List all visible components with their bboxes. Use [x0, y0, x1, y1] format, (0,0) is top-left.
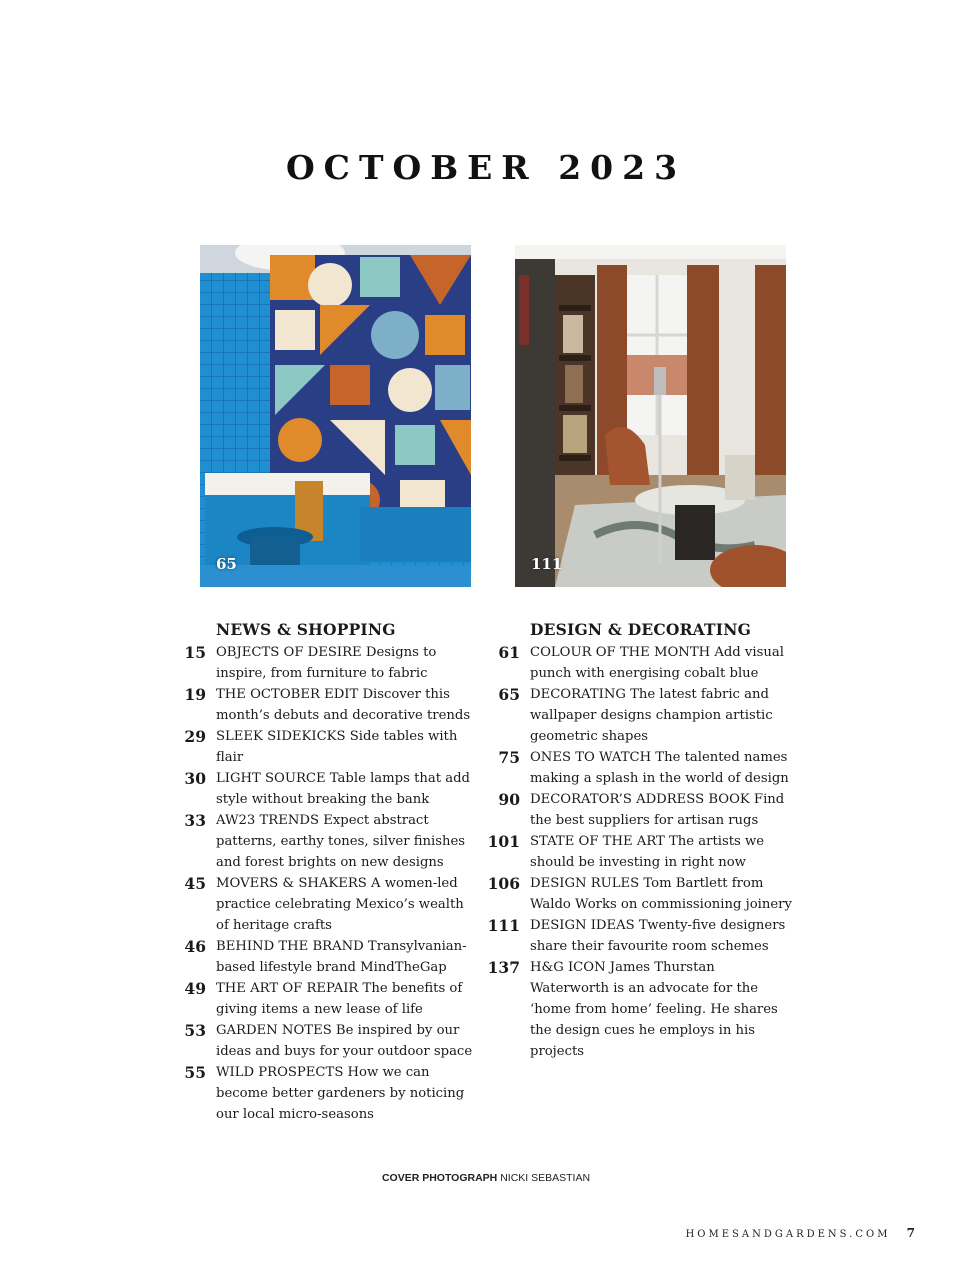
entry-text: BEHIND THE BRAND Transylvanian-based lifestyle brand MindTheGap — [216, 939, 467, 975]
page-number: 101 — [487, 832, 520, 851]
page-number: 90 — [498, 790, 520, 809]
page-number: 15 — [184, 643, 206, 662]
section-heading: DESIGN & DECORATING — [530, 620, 752, 639]
photo-page-number: 65 — [216, 555, 237, 573]
cover-credit — [0, 1172, 972, 1184]
page-number: 53 — [184, 1021, 206, 1040]
page-number: 19 — [184, 685, 206, 704]
bathroom-photo[interactable] — [200, 245, 471, 587]
toc-entry[interactable] — [168, 684, 478, 726]
entry-text: DESIGN RULES Tom Bartlett from Waldo Works on commissioning joinery — [530, 876, 792, 912]
toc-entry[interactable] — [482, 957, 792, 1062]
entry-text: THE ART OF REPAIR The benefits of giving items a new lease of life — [216, 981, 463, 1017]
page-number: 55 — [184, 1063, 206, 1082]
entry-text: H&G ICON James Thurstan Waterworth is an advocate for the ‘home from home’ feeling. He shares the design cues he employs in his projects — [530, 960, 778, 1059]
toc-entry[interactable] — [168, 768, 478, 810]
toc-entry[interactable] — [168, 978, 478, 1020]
page-number: 111 — [487, 916, 520, 935]
issue-title: OCTOBER 2023 — [285, 148, 687, 187]
page-number: 75 — [498, 748, 520, 767]
toc-design-decorating — [482, 618, 792, 1062]
credit-label: COVER PHOTOGRAPH — [381, 1172, 498, 1184]
section-heading: NEWS & SHOPPING — [216, 620, 396, 639]
page-number: 49 — [184, 979, 206, 998]
toc-entry[interactable] — [482, 684, 792, 747]
entry-text: DESIGN IDEAS Twenty-five designers share their favourite room schemes — [530, 918, 786, 954]
toc-entry[interactable] — [168, 1062, 478, 1125]
toc-entry[interactable] — [482, 789, 792, 831]
entry-text: ONES TO WATCH The talented names making a splash in the world of design — [530, 750, 789, 786]
toc-entry[interactable] — [168, 726, 478, 768]
entry-text: THE OCTOBER EDIT Discover this month’s debuts and decorative trends — [216, 687, 471, 723]
toc-entry[interactable] — [168, 1020, 478, 1062]
entry-text: DECORATING The latest fabric and wallpaper designs champion artistic geometric shapes — [530, 687, 773, 744]
toc-entry[interactable] — [168, 873, 478, 936]
page-number: 46 — [184, 937, 206, 956]
page-footer — [686, 1226, 915, 1240]
page-number: 45 — [184, 874, 206, 893]
entry-text: WILD PROSPECTS How we can become better gardeners by noticing our local micro-seasons — [216, 1065, 465, 1122]
entry-text: SLEEK SIDEKICKS Side tables with flair — [216, 729, 458, 765]
entry-text: AW23 TRENDS Expect abstract patterns, earthy tones, silver finishes and forest brights on new designs — [216, 813, 466, 870]
folio-number: 7 — [906, 1226, 915, 1240]
living-room-illustration — [515, 245, 786, 587]
page-number: 30 — [184, 769, 206, 788]
toc-entry[interactable] — [482, 642, 792, 684]
toc-entry[interactable] — [482, 831, 792, 873]
website-link[interactable]: HOMESANDGARDENS.COM — [685, 1229, 891, 1240]
page-number: 29 — [184, 727, 206, 746]
entry-text: COLOUR OF THE MONTH Add visual punch with energising cobalt blue — [530, 645, 784, 681]
credit-name: NICKI SEBASTIAN — [500, 1172, 591, 1184]
page-number: 137 — [487, 958, 520, 977]
entry-text: GARDEN NOTES Be inspired by our ideas and buys for your outdoor space — [216, 1023, 473, 1059]
page-number: 65 — [498, 685, 520, 704]
page-number: 33 — [184, 811, 206, 830]
entry-text: STATE OF THE ART The artists we should be investing in right now — [530, 834, 765, 870]
living-room-photo[interactable] — [515, 245, 786, 587]
page-number: 61 — [498, 643, 520, 662]
entry-text: OBJECTS OF DESIRE Designs to inspire, from furniture to fabric — [216, 645, 437, 681]
toc-entry[interactable] — [482, 747, 792, 789]
photo-page-number: 111 — [531, 555, 563, 573]
toc-news-shopping — [168, 618, 478, 1125]
entry-text: MOVERS & SHAKERS A women-led practice celebrating Mexico’s wealth of heritage crafts — [216, 876, 464, 933]
toc-entry[interactable] — [168, 642, 478, 684]
entry-text: DECORATOR’S ADDRESS BOOK Find the best suppliers for artisan rugs — [530, 792, 785, 828]
toc-entry[interactable] — [482, 915, 792, 957]
toc-entry[interactable] — [168, 936, 478, 978]
bathroom-illustration — [200, 245, 471, 587]
toc-entry[interactable] — [482, 873, 792, 915]
toc-entry[interactable] — [168, 810, 478, 873]
page-number: 106 — [487, 874, 520, 893]
entry-text: LIGHT SOURCE Table lamps that add style without breaking the bank — [216, 771, 470, 807]
